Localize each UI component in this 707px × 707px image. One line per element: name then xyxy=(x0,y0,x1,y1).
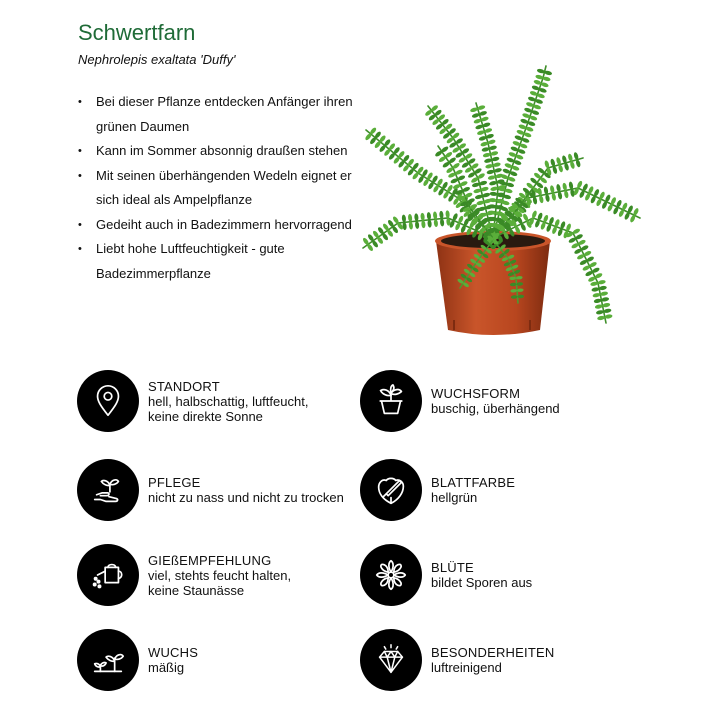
product-title: Schwertfarn xyxy=(78,20,196,45)
bullet-mark: • xyxy=(78,243,82,255)
bullet-text: Kann im Sommer absonnig draußen stehen xyxy=(96,143,348,158)
bullet-text: Mit seinen überhängenden Wedeln eignet er sich ideal als Ampelpflanze xyxy=(96,167,352,207)
bullet-item xyxy=(78,213,368,238)
bullet-mark: • xyxy=(78,96,82,108)
feature-value: keine direkte Sonne xyxy=(148,408,263,424)
bullet-mark: • xyxy=(78,145,82,157)
feature-heading: BLATTFARBE xyxy=(431,475,516,490)
feature-value: buschig, überhängend xyxy=(431,401,560,416)
feature-heading: WUCHS xyxy=(148,645,199,660)
feature-bluete xyxy=(360,544,532,606)
watering-can-icon xyxy=(77,544,139,606)
bullet-text: Liebt hohe Luftfeuchtigkeit - gute Badezimmerpflanze xyxy=(96,241,285,281)
bullet-item xyxy=(78,164,368,213)
bullet-mark: • xyxy=(78,218,82,231)
bullet-text: Gedeiht auch in Badezimmern hervorragend xyxy=(96,216,352,232)
feature-heading: BESONDERHEITEN xyxy=(431,645,555,660)
bullet-item xyxy=(78,237,368,286)
feature-value: luftreinigend xyxy=(431,660,502,675)
feature-bullet-list xyxy=(78,90,368,286)
flower-icon xyxy=(360,544,422,606)
location-pin-icon xyxy=(77,370,139,432)
feature-heading: GIEßEMPFEHLUNG xyxy=(148,552,272,568)
feature-heading: BLÜTE xyxy=(431,560,474,575)
feature-value: hellgrün xyxy=(431,490,478,505)
feature-wuchsform xyxy=(360,370,560,432)
feature-besonderheiten xyxy=(360,629,554,691)
diamond-icon xyxy=(360,629,422,691)
feature-wuchs xyxy=(77,629,198,691)
potted-plant-icon xyxy=(360,370,422,432)
feature-heading: WUCHSFORM xyxy=(431,386,521,401)
feature-value: nicht zu nass und nicht zu trocken xyxy=(148,490,344,505)
feature-value: mäßig xyxy=(148,660,185,675)
feature-standort xyxy=(77,370,308,432)
bullet-mark: • xyxy=(78,169,82,182)
fern-plant-image xyxy=(358,58,648,348)
bullet-item xyxy=(78,139,368,164)
bullet-text: Bei dieser Pflanze entdecken Anfänger ihren grünen Daumen xyxy=(96,94,353,134)
feature-giessempfehlung xyxy=(77,544,291,606)
feature-value: keine Staunässe xyxy=(148,582,245,598)
leaf-color-icon xyxy=(360,459,422,521)
bullet-item xyxy=(78,90,368,139)
feature-value: viel, stehts feucht halten, xyxy=(148,567,292,583)
feature-blattfarbe xyxy=(360,459,515,521)
hand-seedling-icon xyxy=(77,459,139,521)
latin-name: Nephrolepis exaltata 'Duffy' xyxy=(78,52,236,67)
sprouts-icon xyxy=(77,629,139,691)
feature-value: bildet Sporen aus xyxy=(431,575,533,590)
feature-heading: PFLEGE xyxy=(148,475,201,490)
feature-value: hell, halbschattig, luftfeucht, xyxy=(148,393,309,409)
feature-heading: STANDORT xyxy=(148,378,220,394)
feature-pflege xyxy=(77,459,344,521)
